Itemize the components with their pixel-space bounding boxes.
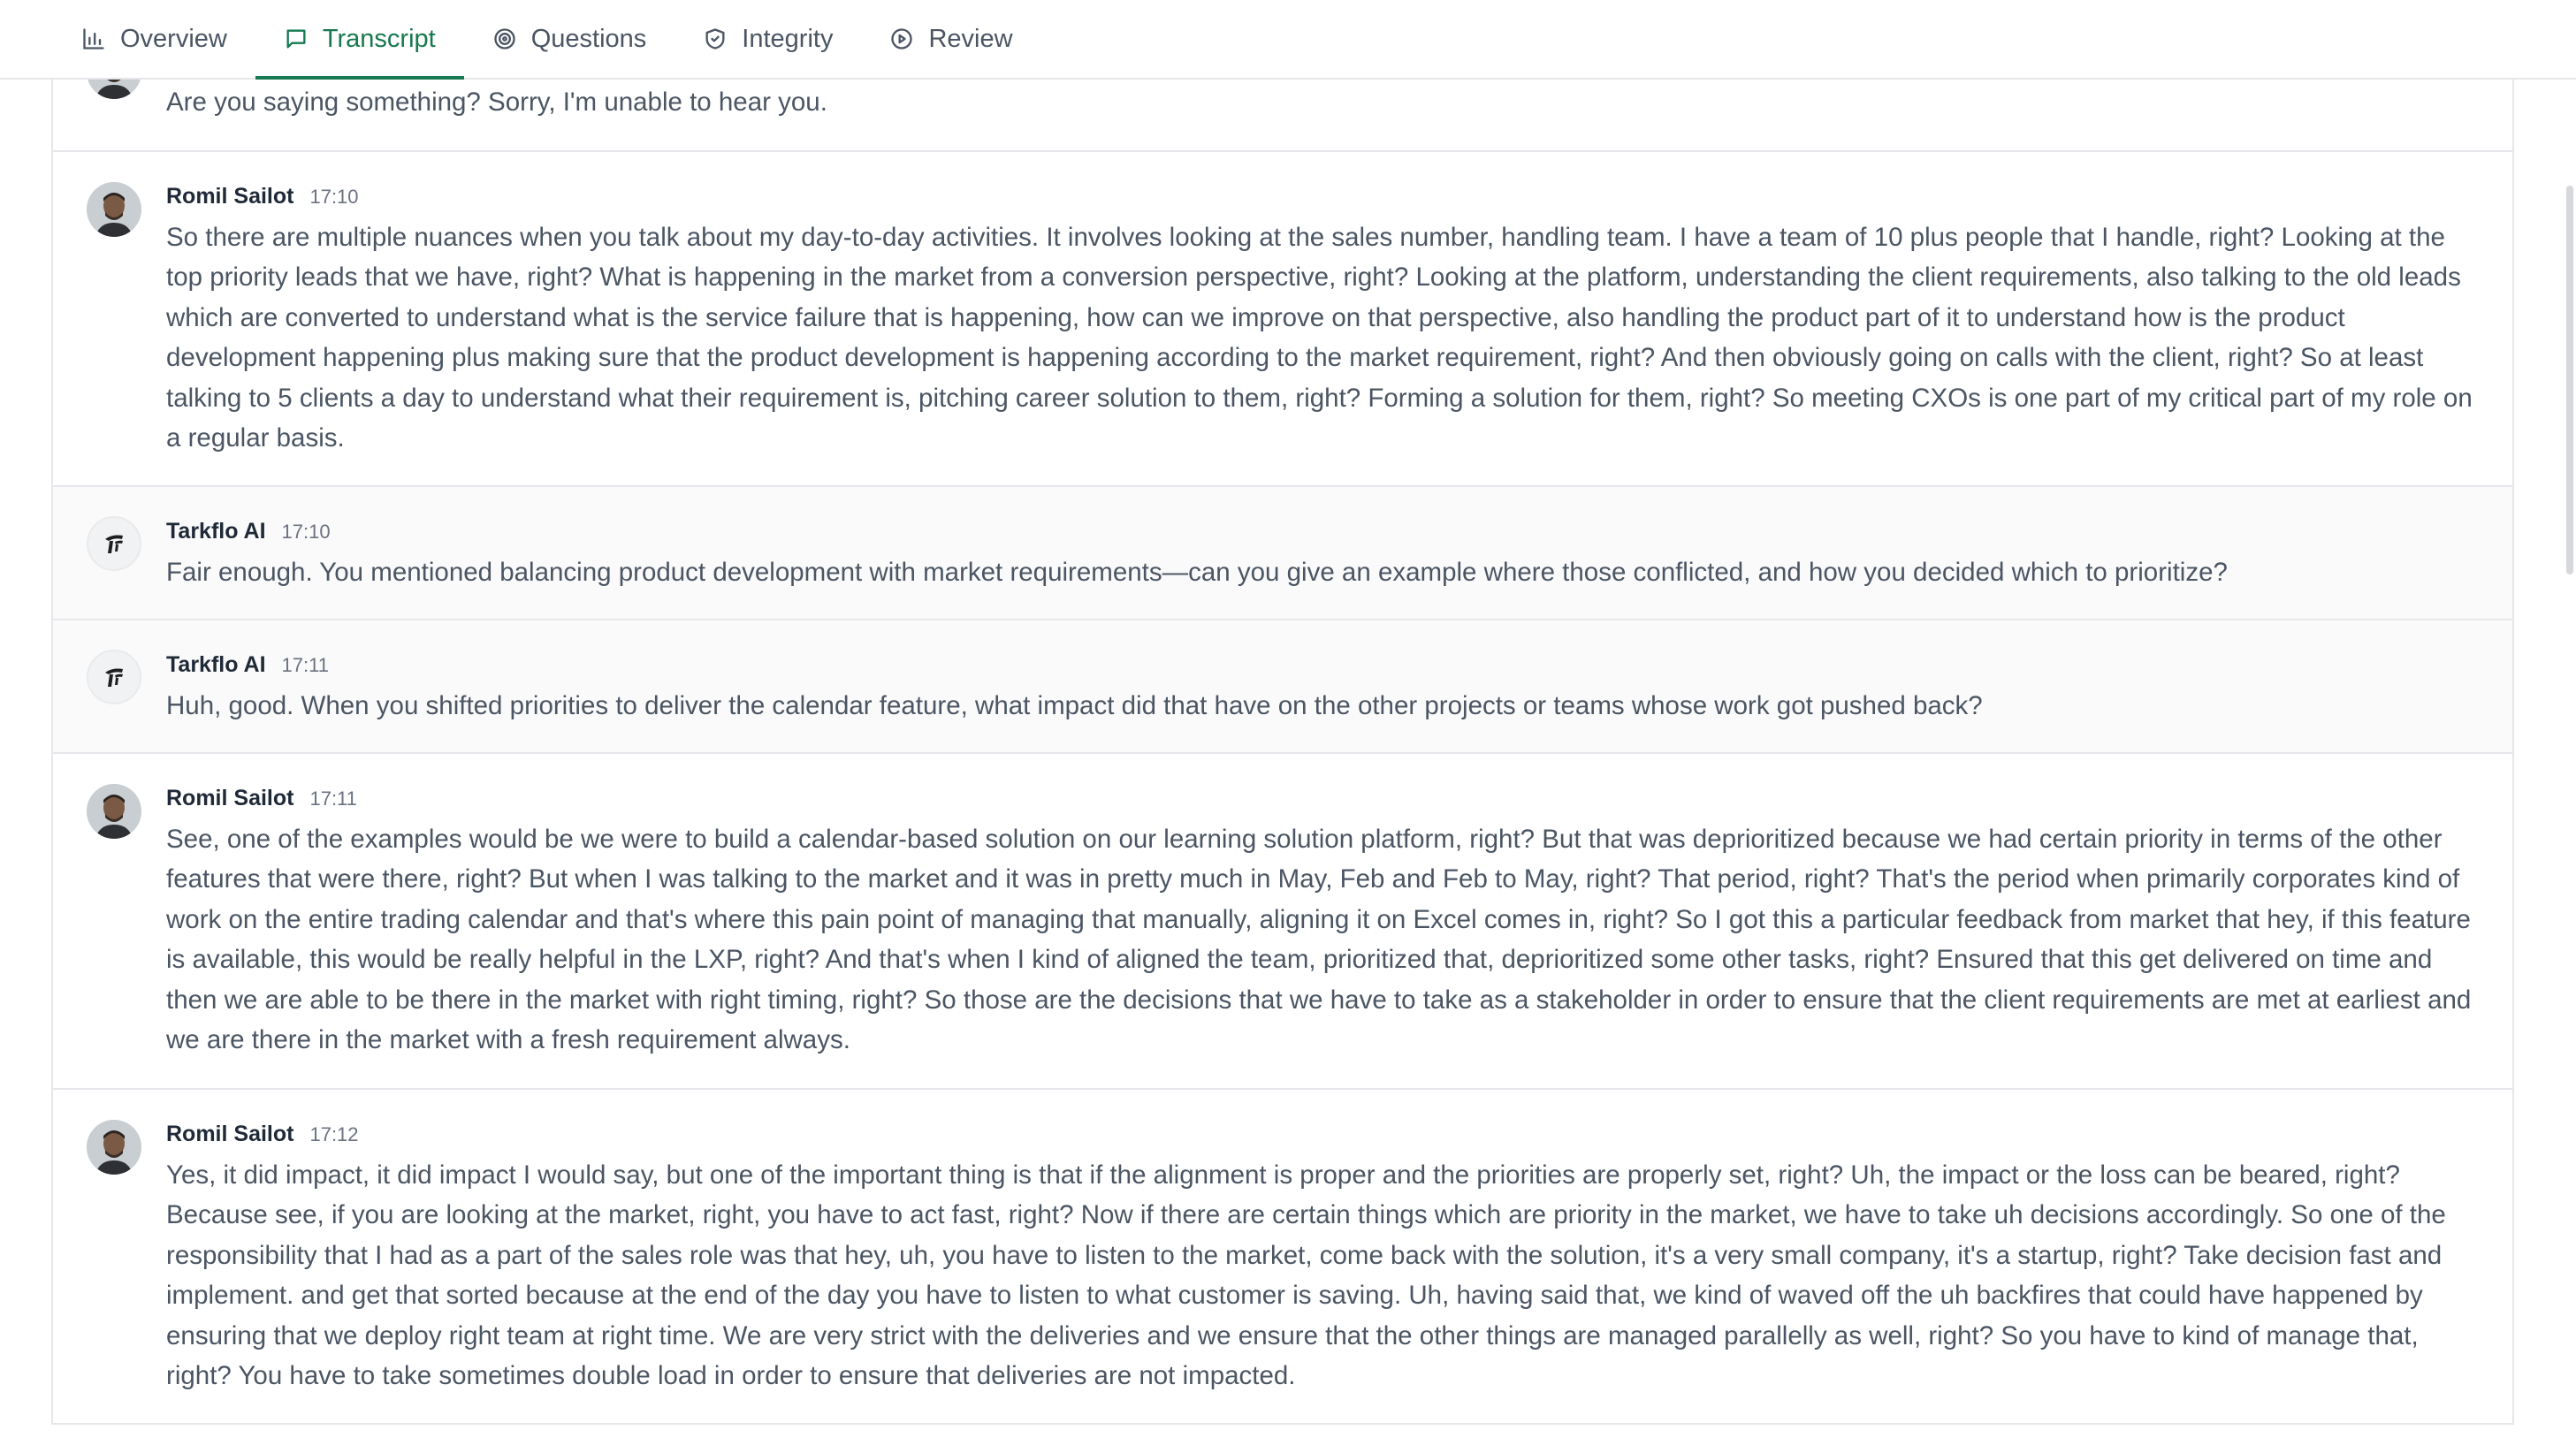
user-photo-icon <box>87 1120 141 1175</box>
transcript-list <box>51 0 2514 1425</box>
scrollbar[interactable] <box>2564 80 2576 1453</box>
tab-bar <box>0 0 2576 80</box>
speaker-avatar <box>87 516 141 571</box>
transcript-message <box>53 754 2512 1090</box>
speaker-name: Romil Sailot <box>166 1122 294 1146</box>
tarkflo-logo-icon <box>100 663 128 691</box>
message-text: Huh, good. When you shifted priorities to deliver the calendar feature, what impact did that have on the other projects or teams whose work got pushed back? <box>166 691 1983 720</box>
speaker-name: Romil Sailot <box>166 184 294 209</box>
transcript-message <box>53 487 2512 620</box>
speaker-avatar <box>87 1120 141 1175</box>
transcript-message <box>53 1090 2512 1425</box>
speaker-name: Tarkflo AI <box>166 519 266 544</box>
user-photo-icon <box>87 182 141 237</box>
tab-transcript[interactable] <box>255 0 464 78</box>
scrollbar-thumb[interactable] <box>2566 186 2573 574</box>
message-time: 17:10 <box>281 521 331 543</box>
play-circle-icon <box>889 27 914 51</box>
tarkflo-logo-icon <box>100 529 128 558</box>
target-icon <box>492 27 517 51</box>
message-square-icon <box>284 27 309 51</box>
message-time: 17:11 <box>309 787 357 810</box>
tab-label: Transcript <box>322 24 436 53</box>
message-text: Yes, it did impact, it did impact I would say, but one of the important thing is that if the alignment is proper and the priorities are properly set, right? Uh, the impact or the loss can be beared, right? Because see, if you are looking at the market, right, you have to act fast, right? Now if there are certain things which are priority in the market, we have to take uh decisions accordingly. So one of the responsibility that I had as a part of the sales role was that hey, uh, you have to listen to the market, come back with the solution, it's a very small company, it's a startup, right? Take decision fast and implement. and get that sorted because at the end of the day you have to listen to what customer is saving. Uh, having said that, we kind of waved off the uh backfires that could have happened by ensuring that we deploy right team at right time. We are very strict with the deliveries and we ensure that the other things are managed parallelly as well, right? So you have to kind of manage that, right? You have to take sometimes double load in order to ensure that deliveries are not impacted. <box>166 1160 2446 1391</box>
message-time: 17:11 <box>281 654 329 676</box>
speaker-avatar <box>87 784 141 839</box>
transcript-message <box>53 152 2512 487</box>
tab-label: Review <box>928 24 1013 53</box>
user-photo-icon <box>87 784 141 839</box>
message-text: See, one of the examples would be we were to build a calendar-based solution on our learning solution platform, right? But that was deprioritized because we had certain priority in terms of the other features that were there, right? But when I was talking to the market and it was in pretty much in May, Feb and Feb to May, right? That period, right? That's the period when primarily corporates kind of work on the entire trading calendar and that's where this pain point of managing that manually, aligning it on Excel comes in, right? So I got this a particular feedback from market that hey, if this feature is available, this would be really helpful in the LXP, right? And that's when I kind of aligned the team, prioritized that, deprioritized some other tasks, right? Ensured that this get delivered on time and then we are able to be there in the market with right timing, right? So those are the decisions that we have to take as a stakeholder in order to ensure that the client requirements are met at earliest and we are there in the market with a fresh requirement always. <box>166 825 2472 1055</box>
tab-label: Questions <box>530 24 647 53</box>
message-time: 17:10 <box>309 186 359 208</box>
bar-chart-icon <box>81 27 106 51</box>
tab-label: Integrity <box>742 24 834 53</box>
speaker-name: Tarkflo AI <box>166 652 266 677</box>
speaker-avatar <box>87 650 141 704</box>
message-text: Fair enough. You mentioned balancing product development with market requirements—can you give an example where those conflicted, and how you decided which to prioritize? <box>166 558 2228 587</box>
tab-questions[interactable] <box>464 0 675 78</box>
message-text: Are you saying something? Sorry, I'm unable to hear you. <box>166 87 827 117</box>
message-text: So there are multiple nuances when you talk about my day-to-day activities. It involves looking at the sales number, handling team. I have a team of 10 plus people that I handle, right? Looking at the top priority leads that we have, right? What is happening in the market from a conversion perspective, right? Looking at the platform, understanding the client requirements, also talking to the old leads which are converted to understand what is the service failure that is happening, how can we improve on that perspective, also handling the product part of it to understand how is the product development happening plus making sure that the product development is happening according to the market requirement, right? And then obviously going on calls with the client, right? So at least talking to 5 clients a day to understand what their requirement is, pitching career solution to them, right? Forming a solution for them, right? So meeting CXOs is one part of my critical part of my role on a regular basis. <box>166 223 2473 453</box>
shield-icon <box>703 27 728 51</box>
speaker-avatar <box>87 182 141 237</box>
tab-label: Overview <box>120 24 227 53</box>
speaker-name: Romil Sailot <box>166 786 294 810</box>
message-time: 17:12 <box>309 1123 359 1145</box>
tab-overview[interactable] <box>53 0 255 78</box>
transcript-message <box>53 620 2512 754</box>
tab-integrity[interactable] <box>674 0 861 78</box>
tab-review[interactable] <box>861 0 1040 78</box>
